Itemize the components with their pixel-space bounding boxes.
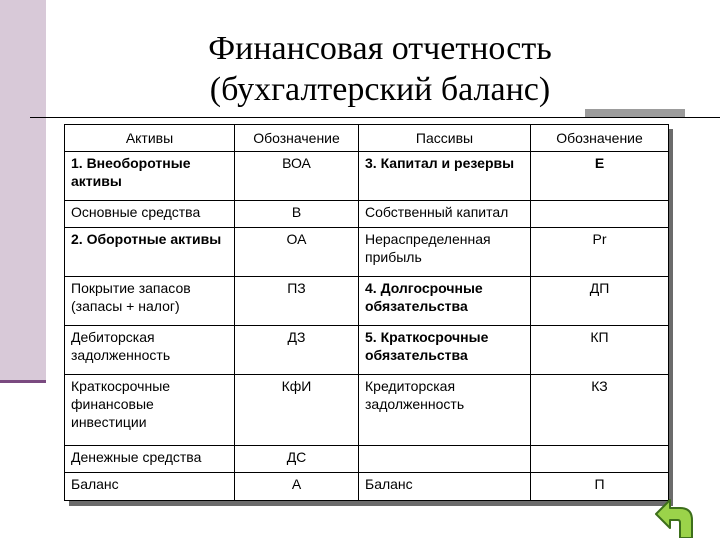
asset-code-cell: ПЗ xyxy=(235,277,359,326)
liability-cell: 5. Краткосрочные обязательства xyxy=(359,326,531,375)
liability-cell: Баланс xyxy=(359,473,531,501)
table-row xyxy=(65,473,669,501)
title-underline xyxy=(30,117,720,118)
slide-title xyxy=(120,28,640,110)
liability-cell: Собственный капитал xyxy=(359,201,531,228)
title-line-1: Финансовая отчетность xyxy=(208,30,552,67)
header-assets: Активы xyxy=(65,125,235,152)
table-header-row xyxy=(65,125,669,152)
asset-code-cell: ВОА xyxy=(235,152,359,201)
balance-sheet-table xyxy=(64,124,669,501)
asset-cell: Основные средства xyxy=(65,201,235,228)
liability-code-cell xyxy=(531,201,669,228)
title-underline-accent xyxy=(585,109,685,117)
liability-code-cell: КП xyxy=(531,326,669,375)
asset-cell: 1. Внеоборотные активы xyxy=(65,152,235,201)
header-assets-code: Обозначение xyxy=(235,125,359,152)
table-row xyxy=(65,326,669,375)
table-row xyxy=(65,277,669,326)
liability-code-cell: ДП xyxy=(531,277,669,326)
liability-code-cell: Pr xyxy=(531,228,669,277)
liability-cell: 3. Капитал и резервы xyxy=(359,152,531,201)
table-row xyxy=(65,228,669,277)
liability-code-cell: Е xyxy=(531,152,669,201)
asset-code-cell: А xyxy=(235,473,359,501)
liability-cell xyxy=(359,446,531,473)
liability-cell: Кредиторская задолженность xyxy=(359,375,531,446)
table-row xyxy=(65,375,669,446)
left-decorative-bar xyxy=(0,0,46,382)
liability-code-cell xyxy=(531,446,669,473)
table-row xyxy=(65,446,669,473)
asset-code-cell: ДС xyxy=(235,446,359,473)
title-line-2: (бухгалтерский баланс) xyxy=(209,71,551,108)
left-bar-rule xyxy=(0,380,46,383)
table-row xyxy=(65,201,669,228)
table-row xyxy=(65,152,669,201)
asset-cell: Дебиторская задолженность xyxy=(65,326,235,375)
liability-code-cell: П xyxy=(531,473,669,501)
asset-code-cell: ОА xyxy=(235,228,359,277)
asset-cell: Покрытие запасов (запасы + налог) xyxy=(65,277,235,326)
asset-code-cell: В xyxy=(235,201,359,228)
asset-code-cell: ДЗ xyxy=(235,326,359,375)
return-arrow-icon[interactable] xyxy=(652,498,706,538)
asset-cell: Краткосрочные финансовые инвестиции xyxy=(65,375,235,446)
liability-code-cell: КЗ xyxy=(531,375,669,446)
header-liabilities-code: Обозначение xyxy=(531,125,669,152)
asset-cell: 2. Оборотные активы xyxy=(65,228,235,277)
asset-code-cell: КфИ xyxy=(235,375,359,446)
liability-cell: 4. Долгосрочные обязательства xyxy=(359,277,531,326)
header-liabilities: Пассивы xyxy=(359,125,531,152)
asset-cell: Денежные средства xyxy=(65,446,235,473)
liability-cell: Нераспределенная прибыль xyxy=(359,228,531,277)
asset-cell: Баланс xyxy=(65,473,235,501)
